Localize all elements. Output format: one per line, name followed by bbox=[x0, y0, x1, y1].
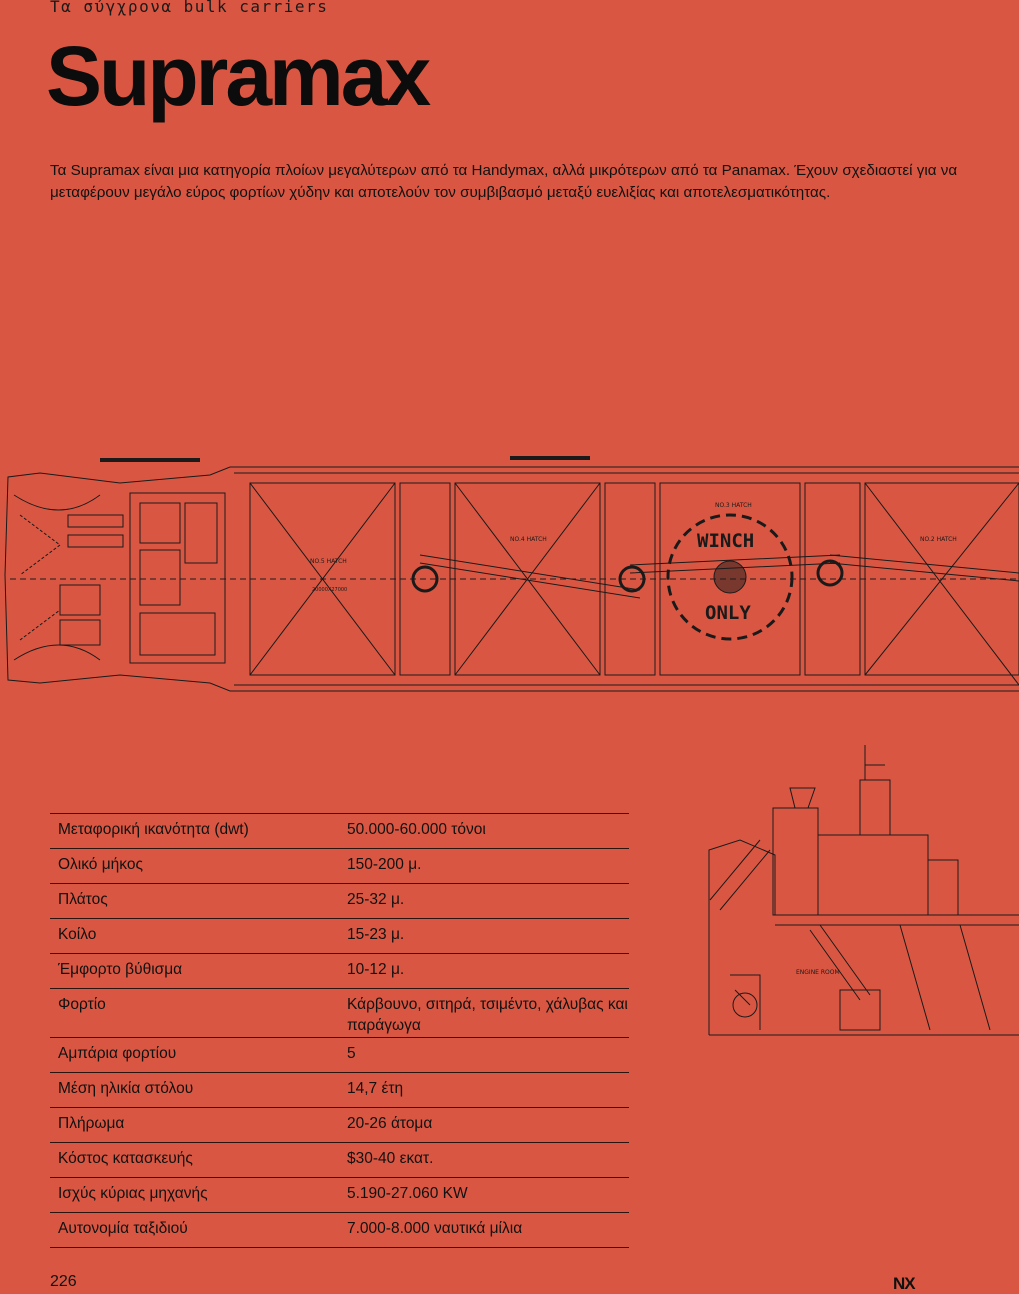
spec-row bbox=[50, 1178, 629, 1213]
spec-value: $30-40 εκατ. bbox=[347, 1150, 434, 1167]
spec-label: Ολικό μήκος bbox=[58, 856, 143, 873]
page-title: Supramax bbox=[46, 29, 429, 123]
specs-table bbox=[50, 813, 629, 1248]
spec-row bbox=[50, 989, 629, 1038]
intro-paragraph: Τα Supramax είναι μια κατηγορία πλοίων μεγαλύτερων από τα Handymax, αλλά μικρότερων από τα Panamax. Έχουν σχεδιαστεί για να μεταφέρουν μεγάλο εύρος φορτίων χύδην και αποτελούν τον συμβιβασμό μεταξύ ευελιξίας και αποτελεσματικότητας. bbox=[50, 162, 958, 201]
spec-value: 25-32 μ. bbox=[347, 891, 405, 908]
winch-label: WINCH bbox=[697, 530, 755, 552]
spec-row bbox=[50, 814, 629, 849]
spec-row bbox=[50, 1073, 629, 1108]
spec-row bbox=[50, 1108, 629, 1143]
spec-value: 150-200 μ. bbox=[347, 856, 422, 873]
spec-label: Φορτίο bbox=[58, 996, 106, 1013]
spec-label: Αμπάρια φορτίου bbox=[58, 1045, 177, 1062]
spec-label: Κοίλο bbox=[58, 926, 97, 943]
page-number: 226 bbox=[50, 1273, 77, 1290]
spec-row bbox=[50, 1213, 629, 1248]
spec-row bbox=[50, 1038, 629, 1073]
spec-value: 10-12 μ. bbox=[347, 961, 405, 978]
spec-row bbox=[50, 919, 629, 954]
spec-value: 5.190-27.060 KW bbox=[347, 1185, 468, 1202]
spec-value: 5 bbox=[347, 1045, 356, 1062]
profile-drawing bbox=[700, 740, 1019, 1040]
spec-value: 14,7 έτη bbox=[347, 1080, 404, 1097]
spec-row bbox=[50, 849, 629, 884]
spec-label: Πλήρωμα bbox=[58, 1115, 125, 1132]
only-label: ONLY bbox=[705, 602, 751, 624]
publisher-logo: NX bbox=[893, 1274, 915, 1293]
hatch-label-4: NO.4 HATCH bbox=[510, 536, 547, 543]
section-kicker: Τα σύγχρονα bulk carriers bbox=[50, 0, 329, 16]
spec-label: Αυτονομία ταξιδιού bbox=[58, 1220, 188, 1237]
spec-label: Έμφορτο βύθισμα bbox=[58, 961, 183, 978]
spec-row bbox=[50, 1143, 629, 1178]
spec-row bbox=[50, 954, 629, 989]
spec-label: Μέση ηλικία στόλου bbox=[58, 1080, 194, 1097]
spec-value: Κάρβουνο, σιτηρά, τσιμέντο, χάλυβας και παράγωγα bbox=[347, 996, 628, 1034]
spec-value: 20-26 άτομα bbox=[347, 1115, 433, 1132]
spec-label: Ισχύς κύριας μηχανής bbox=[58, 1185, 208, 1202]
spec-row bbox=[50, 884, 629, 919]
spec-label: Πλάτος bbox=[58, 891, 108, 908]
spec-label: Μεταφορική ικανότητα (dwt) bbox=[58, 821, 249, 838]
spec-value: 50.000-60.000 τόνοι bbox=[347, 821, 486, 838]
spec-label: Κόστος κατασκευής bbox=[58, 1150, 193, 1167]
deck-plan-drawing bbox=[0, 455, 1019, 700]
spec-value: 15-23 μ. bbox=[347, 926, 405, 943]
hatch-label-5: NO.5 HATCH bbox=[310, 558, 347, 565]
spec-value: 7.000-8.000 ναυτικά μίλια bbox=[347, 1220, 523, 1237]
hatch-label-2: NO.2 HATCH bbox=[920, 536, 957, 543]
engine-room-label: ENGINE ROOM bbox=[796, 969, 840, 976]
hatch-size-label: 20000X27000 bbox=[312, 587, 348, 593]
hatch-label-3: NO.3 HATCH bbox=[715, 502, 752, 509]
